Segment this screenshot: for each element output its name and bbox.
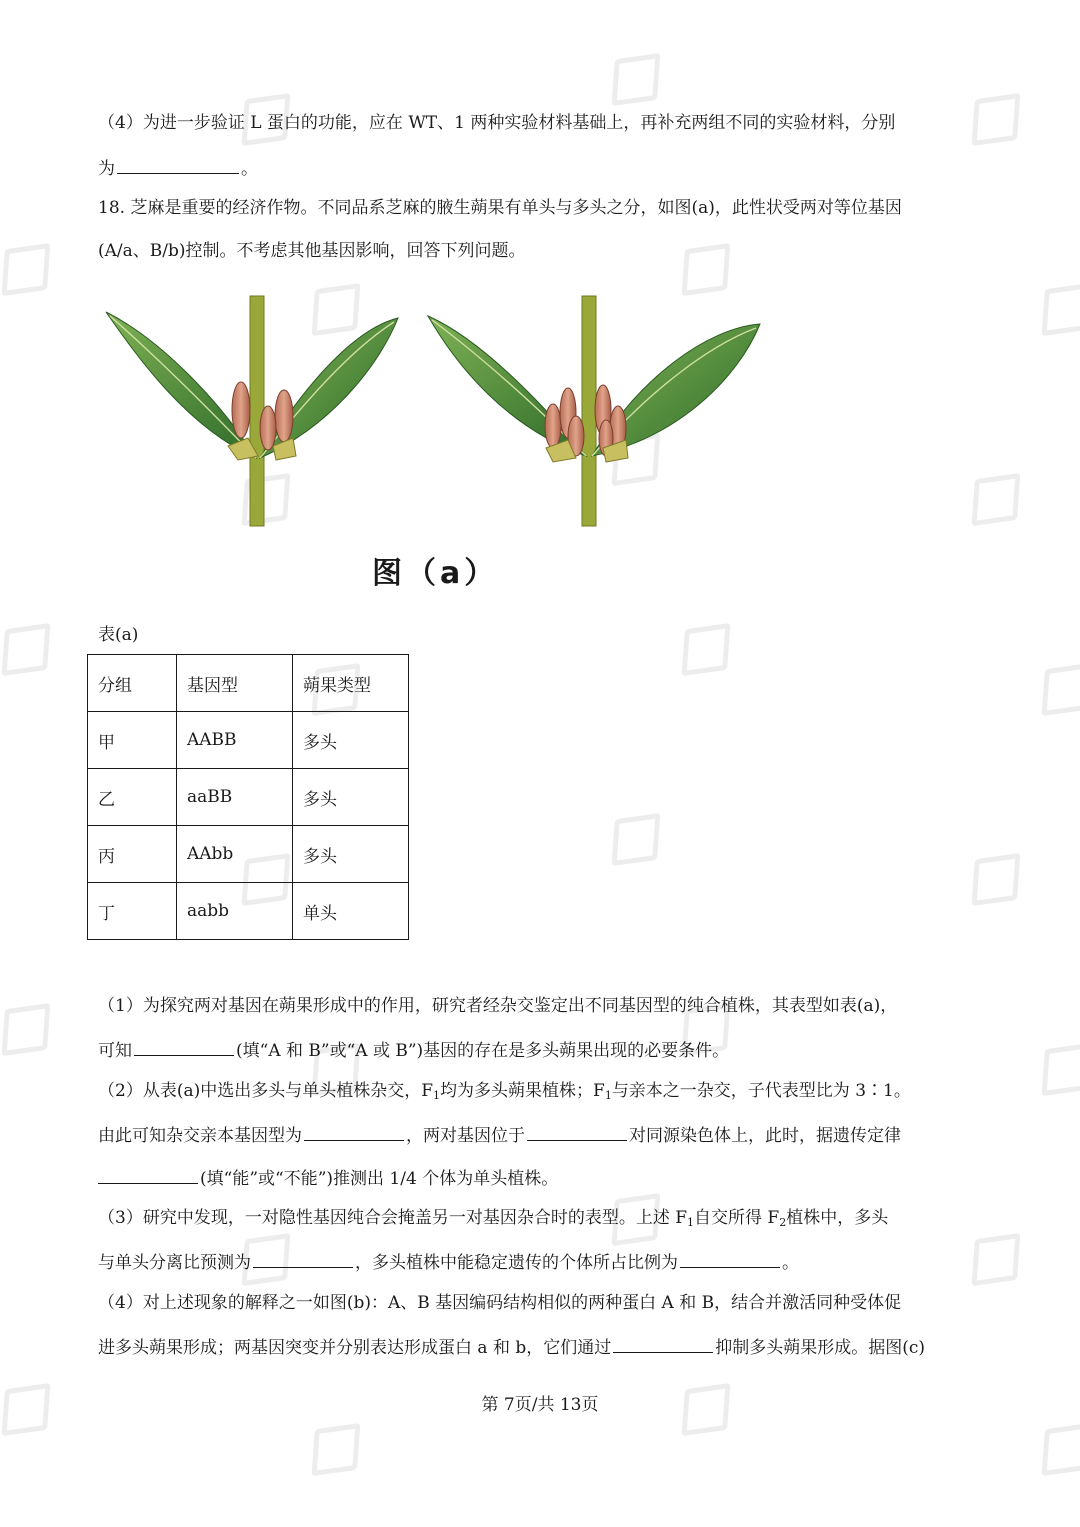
text-segment: ，多头植株中能稳定遗传的个体所占比例为 <box>355 1253 678 1273</box>
table-row <box>88 883 409 940</box>
answer-blank[interactable] <box>680 1247 780 1268</box>
table-header-cell: 蒴果类型 <box>293 655 409 712</box>
text-segment: 均为多头蒴果植株；F <box>440 1081 605 1101</box>
text-segment: 抑制多头蒴果形成。据图(c) <box>715 1338 926 1358</box>
subscript: 1 <box>604 1089 612 1102</box>
subscript: 1 <box>433 1089 441 1102</box>
text-segment: （2）从表(a)中选出多头与单头植株杂交，F <box>98 1081 434 1101</box>
page-number: 第 7页/共 13页 <box>481 1395 599 1415</box>
text-segment: （3）研究中发现，一对隐性基因纯合会掩盖另一对基因杂合时的表型。上述 F <box>98 1208 688 1228</box>
single-capsule-plant <box>106 296 398 526</box>
table-cell: 多头 <box>293 769 409 826</box>
answer-blank[interactable] <box>117 153 239 174</box>
answer-blank[interactable] <box>527 1120 627 1141</box>
text-segment: 自交所得 F <box>694 1208 780 1228</box>
q18-part2-line3 <box>98 1163 558 1192</box>
q18-part1-line1: （1）为探究两对基因在蒴果形成中的作用，研究者经杂交鉴定出不同基因型的纯合植株，其表型如表(a)， <box>98 996 898 1016</box>
text-segment: 与亲本之一杂交，子代表型比为 3∶1。 <box>611 1081 911 1101</box>
text-segment: (填“能”或“不能”)推测出 1/4 个体为单头植株。 <box>200 1169 559 1189</box>
table-cell: aaBB <box>177 769 293 826</box>
text-segment: 植株中，多头 <box>786 1208 889 1228</box>
table-title: 表(a) <box>98 625 139 645</box>
table-row <box>88 826 409 883</box>
text-segment: 。 <box>241 159 258 179</box>
table-cell: 多头 <box>293 826 409 883</box>
q18-part3-line1 <box>98 1205 888 1236</box>
table-header-cell: 基因型 <box>177 655 293 712</box>
table-cell: AAbb <box>177 826 293 883</box>
answer-blank[interactable] <box>613 1332 713 1353</box>
table-header-row <box>88 655 409 712</box>
genotype-table <box>87 654 409 940</box>
answer-blank[interactable] <box>134 1035 234 1056</box>
q17-part4-line2 <box>98 153 258 182</box>
text-segment: ，两对基因位于 <box>406 1126 525 1146</box>
text-segment: 为 <box>98 159 115 179</box>
q18-part2-line2 <box>98 1120 901 1149</box>
answer-blank[interactable] <box>304 1120 404 1141</box>
text-segment: 与单头分离比预测为 <box>98 1253 251 1273</box>
table-cell: AABB <box>177 712 293 769</box>
subscript: 1 <box>687 1216 695 1229</box>
answer-blank[interactable] <box>98 1163 198 1184</box>
figure-caption: 图（a） <box>372 556 499 591</box>
text-segment: 进多头蒴果形成；两基因突变并分别表达形成蛋白 a 和 b，它们通过 <box>98 1338 612 1358</box>
table-cell: 丙 <box>88 826 177 883</box>
subscript: 2 <box>779 1216 787 1229</box>
table-cell: 甲 <box>88 712 177 769</box>
table-cell: 单头 <box>293 883 409 940</box>
text-segment: (填“A 和 B”或“A 或 B”)基因的存在是多头蒴果出现的必要条件。 <box>236 1041 730 1061</box>
table-cell: 乙 <box>88 769 177 826</box>
table-row <box>88 712 409 769</box>
q18-part1-line2 <box>98 1035 729 1064</box>
q18-intro-line2: (A/a、B/b)控制。不考虑其他基因影响，回答下列问题。 <box>98 241 526 261</box>
table-header-cell: 分组 <box>88 655 177 712</box>
q18-part3-line2 <box>98 1247 799 1276</box>
table-cell: 丁 <box>88 883 177 940</box>
text-segment: 对同源染色体上，此时，据遗传定律 <box>629 1126 901 1146</box>
text-segment: 。 <box>782 1253 799 1273</box>
table-cell: aabb <box>177 883 293 940</box>
q18-intro-line1: 18. 芝麻是重要的经济作物。不同品系芝麻的腋生蒴果有单头与多头之分，如图(a)，此性状受两对等位基因 <box>98 198 902 218</box>
text-segment: 由此可知杂交亲本基因型为 <box>98 1126 302 1146</box>
q18-part4-line2 <box>98 1332 925 1361</box>
table-row <box>88 769 409 826</box>
q17-part4-line1: （4）为进一步验证 L 蛋白的功能，应在 WT、1 两种实验材料基础上，再补充两组不同的实验材料，分别 <box>98 113 896 133</box>
table-cell: 多头 <box>293 712 409 769</box>
multi-capsule-plant <box>428 296 760 526</box>
answer-blank[interactable] <box>253 1247 353 1268</box>
text-segment: 可知 <box>98 1041 132 1061</box>
q18-part2-line1 <box>98 1078 911 1109</box>
sesame-capsule-figure <box>98 288 778 538</box>
q18-part4-line1: （4）对上述现象的解释之一如图(b)：A、B 基因编码结构相似的两种蛋白 A 和 B，结合并激活同种受体促 <box>98 1293 902 1313</box>
